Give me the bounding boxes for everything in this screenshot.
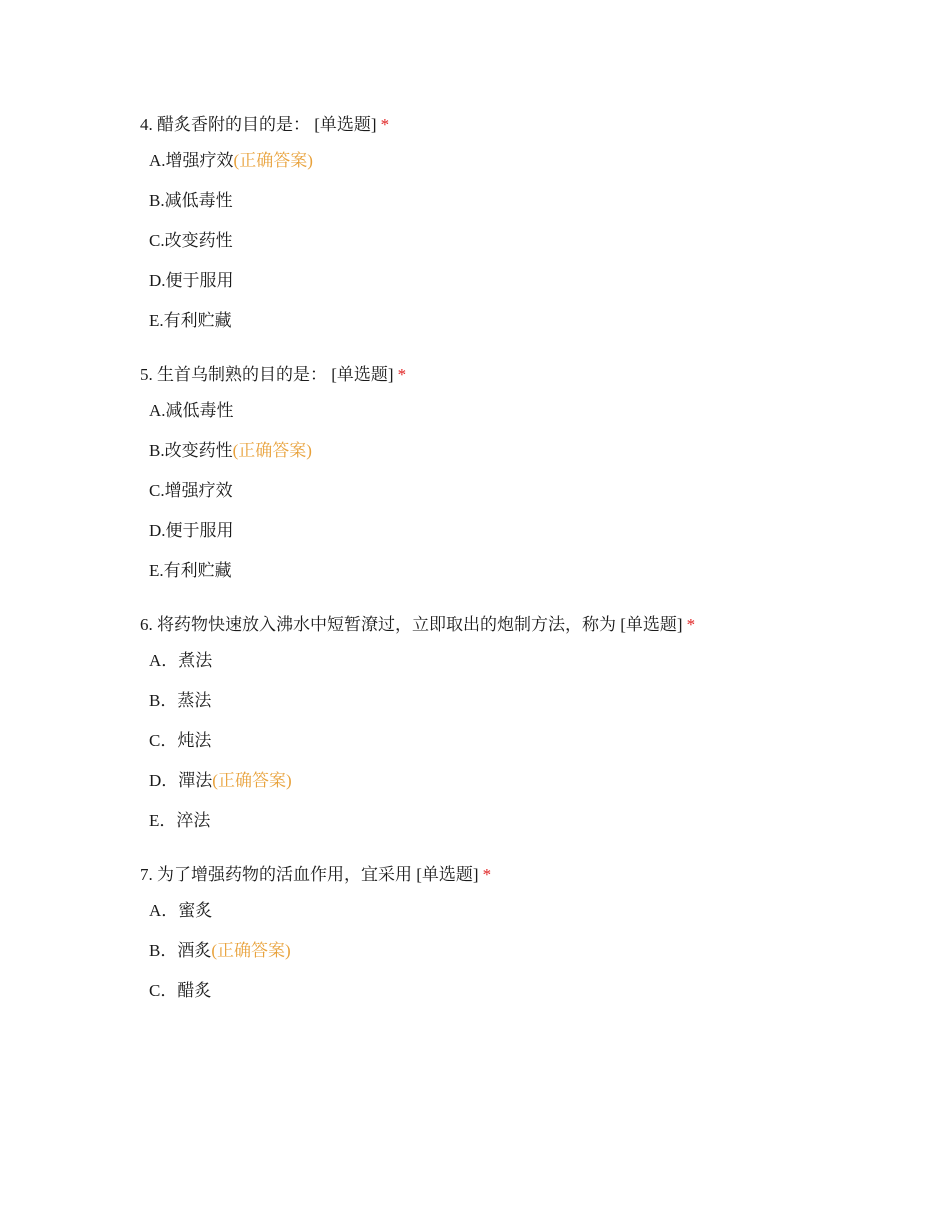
option-list — [140, 149, 900, 333]
option-text: B．蒸法 — [149, 691, 212, 710]
option-text: C．炖法 — [149, 731, 212, 750]
option-text: E.有利贮藏 — [149, 311, 232, 330]
option-text: D.便于服用 — [149, 271, 234, 290]
option-list — [140, 399, 900, 583]
option-e — [149, 809, 900, 833]
option-text: B.改变药性 — [149, 441, 233, 460]
option-d — [149, 269, 900, 293]
option-text: E．淬法 — [149, 811, 211, 830]
option-b — [149, 439, 900, 463]
option-e — [149, 309, 900, 333]
required-star: * — [380, 115, 390, 134]
option-text: C.增强疗效 — [149, 481, 233, 500]
question-title-text: 5. 生首乌制熟的目的是： [单选题] — [140, 365, 394, 384]
required-star: * — [686, 615, 696, 634]
required-star: * — [397, 365, 407, 384]
option-text: A．蜜炙 — [149, 901, 213, 920]
option-c — [149, 979, 900, 1003]
correct-answer-mark: (正确答案) — [233, 151, 313, 170]
option-b — [149, 689, 900, 713]
option-a — [149, 899, 900, 923]
correct-answer-mark: (正确答案) — [232, 441, 312, 460]
option-e — [149, 559, 900, 583]
option-list — [140, 649, 900, 833]
option-b — [149, 189, 900, 213]
question-6 — [140, 613, 900, 833]
option-c — [149, 479, 900, 503]
question-title — [140, 113, 900, 137]
question-title — [140, 613, 900, 637]
question-title-text: 4. 醋炙香附的目的是： [单选题] — [140, 115, 377, 134]
question-title — [140, 863, 900, 887]
option-list — [140, 899, 900, 1003]
question-7 — [140, 863, 900, 1003]
correct-answer-mark: (正确答案) — [212, 771, 292, 790]
option-text: C.改变药性 — [149, 231, 233, 250]
option-a — [149, 149, 900, 173]
question-4 — [140, 113, 900, 333]
option-d — [149, 519, 900, 543]
option-text: A.减低毒性 — [149, 401, 234, 420]
option-text: D.便于服用 — [149, 521, 234, 540]
option-text: C．醋炙 — [149, 981, 212, 1000]
correct-answer-mark: (正确答案) — [211, 941, 291, 960]
option-c — [149, 229, 900, 253]
option-a — [149, 649, 900, 673]
question-title — [140, 363, 900, 387]
option-d — [149, 769, 900, 793]
option-text: B．酒炙 — [149, 941, 212, 960]
option-text: E.有利贮藏 — [149, 561, 232, 580]
quiz-document — [140, 113, 900, 1033]
option-text: B.减低毒性 — [149, 191, 233, 210]
question-5 — [140, 363, 900, 583]
option-c — [149, 729, 900, 753]
option-text: A．煮法 — [149, 651, 213, 670]
required-star: * — [482, 865, 492, 884]
option-a — [149, 399, 900, 423]
option-text: D．潬法 — [149, 771, 213, 790]
question-title-text: 7. 为了增强药物的活血作用，宜采用 [单选题] — [140, 865, 479, 884]
option-text: A.增强疗效 — [149, 151, 234, 170]
option-b — [149, 939, 900, 963]
question-title-text: 6. 将药物快速放入沸水中短暂潦过，立即取出的炮制方法，称为 [单选题] — [140, 615, 683, 634]
